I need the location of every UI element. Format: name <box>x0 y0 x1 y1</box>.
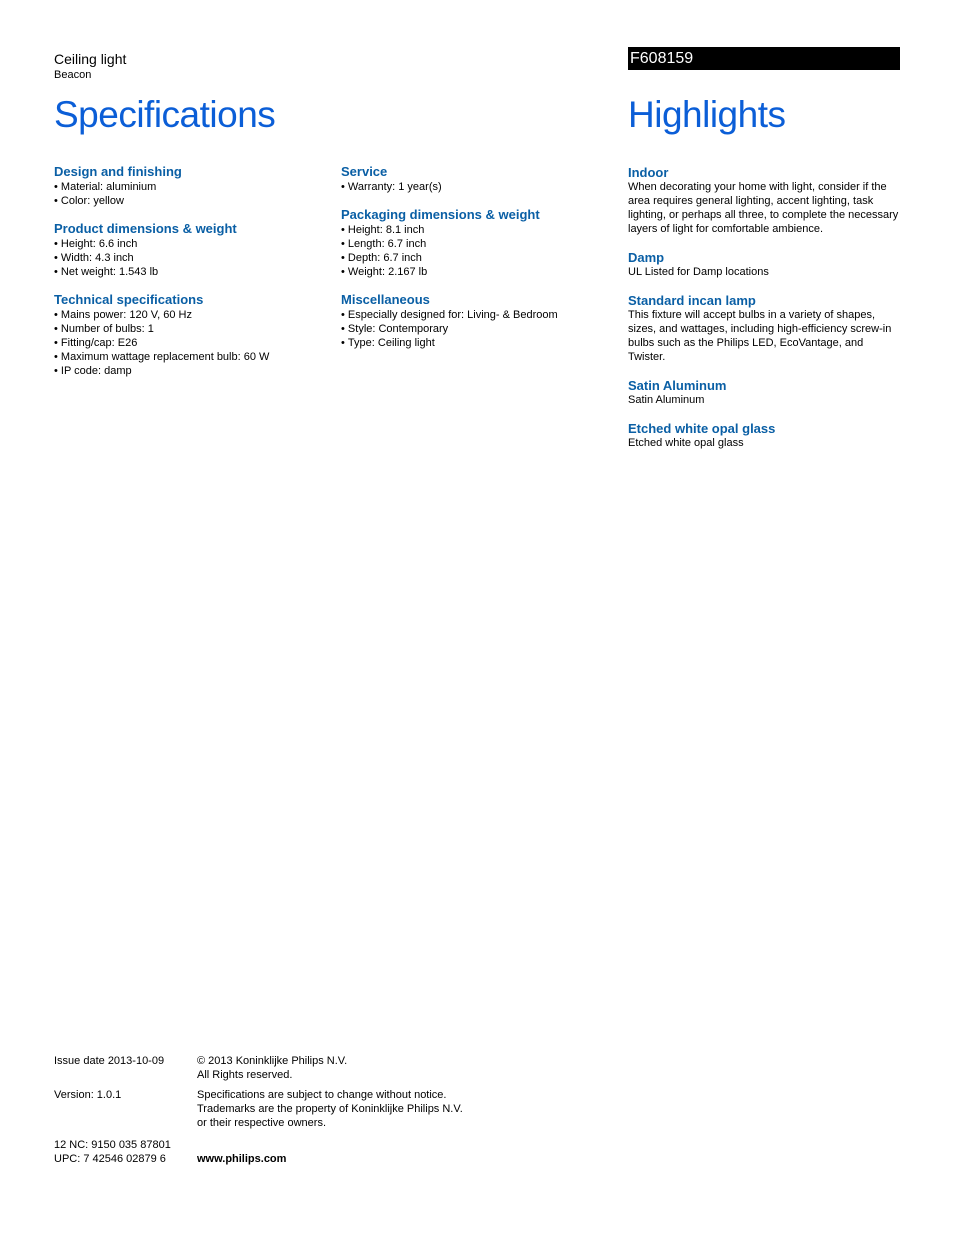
legal-notice <box>197 1088 477 1130</box>
spec-item: • Weight: 2.167 lb <box>341 265 611 279</box>
highlight-text: This fixture will accept bulbs in a variety of shapes, sizes, and wattages, including high-efficiency screw-in bulbs such as the Philips LED, EcoVantage, and Twister. <box>628 309 892 363</box>
spec-column-b <box>341 164 611 363</box>
spec-section <box>341 292 611 350</box>
spec-item: • Color: yellow <box>54 194 324 208</box>
product-type: Ceiling light <box>54 51 127 67</box>
highlight-title: Damp <box>628 250 665 265</box>
spec-list <box>54 308 324 378</box>
spec-section-title: Product dimensions & weight <box>54 221 237 236</box>
highlight-text: Etched white opal glass <box>628 437 744 449</box>
spec-column-a <box>54 164 324 391</box>
spec-section-title: Packaging dimensions & weight <box>341 207 540 222</box>
highlight-text: UL Listed for Damp locations <box>628 266 769 278</box>
spec-item: • Material: aluminium <box>54 180 324 194</box>
highlights-column <box>628 165 903 464</box>
highlight-text: When decorating your home with light, consider if the area requires general lighting, accent lighting, task lighting, or perhaps all three, to complete the necessary layers of light for comfortable ambience. <box>628 181 899 235</box>
copyright <box>197 1054 477 1082</box>
spec-section-title: Miscellaneous <box>341 292 430 307</box>
spec-item: • Net weight: 1.543 lb <box>54 265 324 279</box>
spec-item: • Height: 8.1 inch <box>341 223 611 237</box>
spec-item: • Height: 6.6 inch <box>54 237 324 251</box>
spec-item: • Style: Contemporary <box>341 322 611 336</box>
spec-item: • Width: 4.3 inch <box>54 251 324 265</box>
highlight-title: Standard incan lamp <box>628 293 756 308</box>
spec-item: • Type: Ceiling light <box>341 336 611 350</box>
highlight-title: Etched white opal glass <box>628 421 776 436</box>
spec-list <box>54 237 324 279</box>
highlights-title: Highlights <box>628 94 786 135</box>
spec-item: • Warranty: 1 year(s) <box>341 180 611 194</box>
notice-line: or their respective owners. <box>197 1117 326 1129</box>
highlight-section <box>628 250 903 279</box>
highlight-section <box>628 293 903 364</box>
spec-section <box>341 164 611 194</box>
spec-section <box>54 292 324 378</box>
spec-item: • Number of bulbs: 1 <box>54 322 324 336</box>
highlight-title: Indoor <box>628 165 669 180</box>
spec-section <box>54 164 324 208</box>
highlight-text: Satin Aluminum <box>628 394 705 406</box>
version: Version: 1.0.1 <box>54 1089 122 1101</box>
website-link[interactable]: www.philips.com <box>197 1153 287 1165</box>
spec-item: • Mains power: 120 V, 60 Hz <box>54 308 324 322</box>
spec-item: • Depth: 6.7 inch <box>341 251 611 265</box>
nc-code: 12 NC: 9150 035 87801 <box>54 1139 171 1151</box>
highlight-section <box>628 421 903 450</box>
spec-section-title: Technical specifications <box>54 292 204 307</box>
spec-item: • Length: 6.7 inch <box>341 237 611 251</box>
issue-date: Issue date 2013-10-09 <box>54 1055 165 1067</box>
spec-item: • Maximum wattage replacement bulb: 60 W <box>54 350 324 364</box>
spec-list <box>341 223 611 279</box>
highlight-title: Satin Aluminum <box>628 378 727 393</box>
copyright-line: © 2013 Koninklijke Philips N.V. <box>197 1055 348 1067</box>
spec-list <box>341 180 611 194</box>
spec-item: • Fitting/cap: E26 <box>54 336 324 350</box>
upc-code: UPC: 7 42546 02879 6 <box>54 1153 166 1165</box>
copyright-line: All Rights reserved. <box>197 1069 293 1081</box>
highlight-section <box>628 378 903 407</box>
spec-item: • Especially designed for: Living- & Bedroom <box>341 308 611 322</box>
specifications-title: Specifications <box>54 94 276 135</box>
spec-list <box>341 308 611 350</box>
notice-line: Specifications are subject to change without notice. <box>197 1089 447 1101</box>
spec-list <box>54 180 324 208</box>
spec-section-title: Design and finishing <box>54 164 182 179</box>
highlight-section <box>628 165 903 236</box>
spec-section <box>341 207 611 279</box>
notice-line: Trademarks are the property of Koninklijke Philips N.V. <box>197 1103 463 1115</box>
product-name: Beacon <box>54 69 92 81</box>
sku-bar: F608159 <box>628 47 900 70</box>
spec-item: • IP code: damp <box>54 364 324 378</box>
spec-section <box>54 221 324 279</box>
spec-section-title: Service <box>341 164 388 179</box>
product-codes <box>54 1138 171 1166</box>
